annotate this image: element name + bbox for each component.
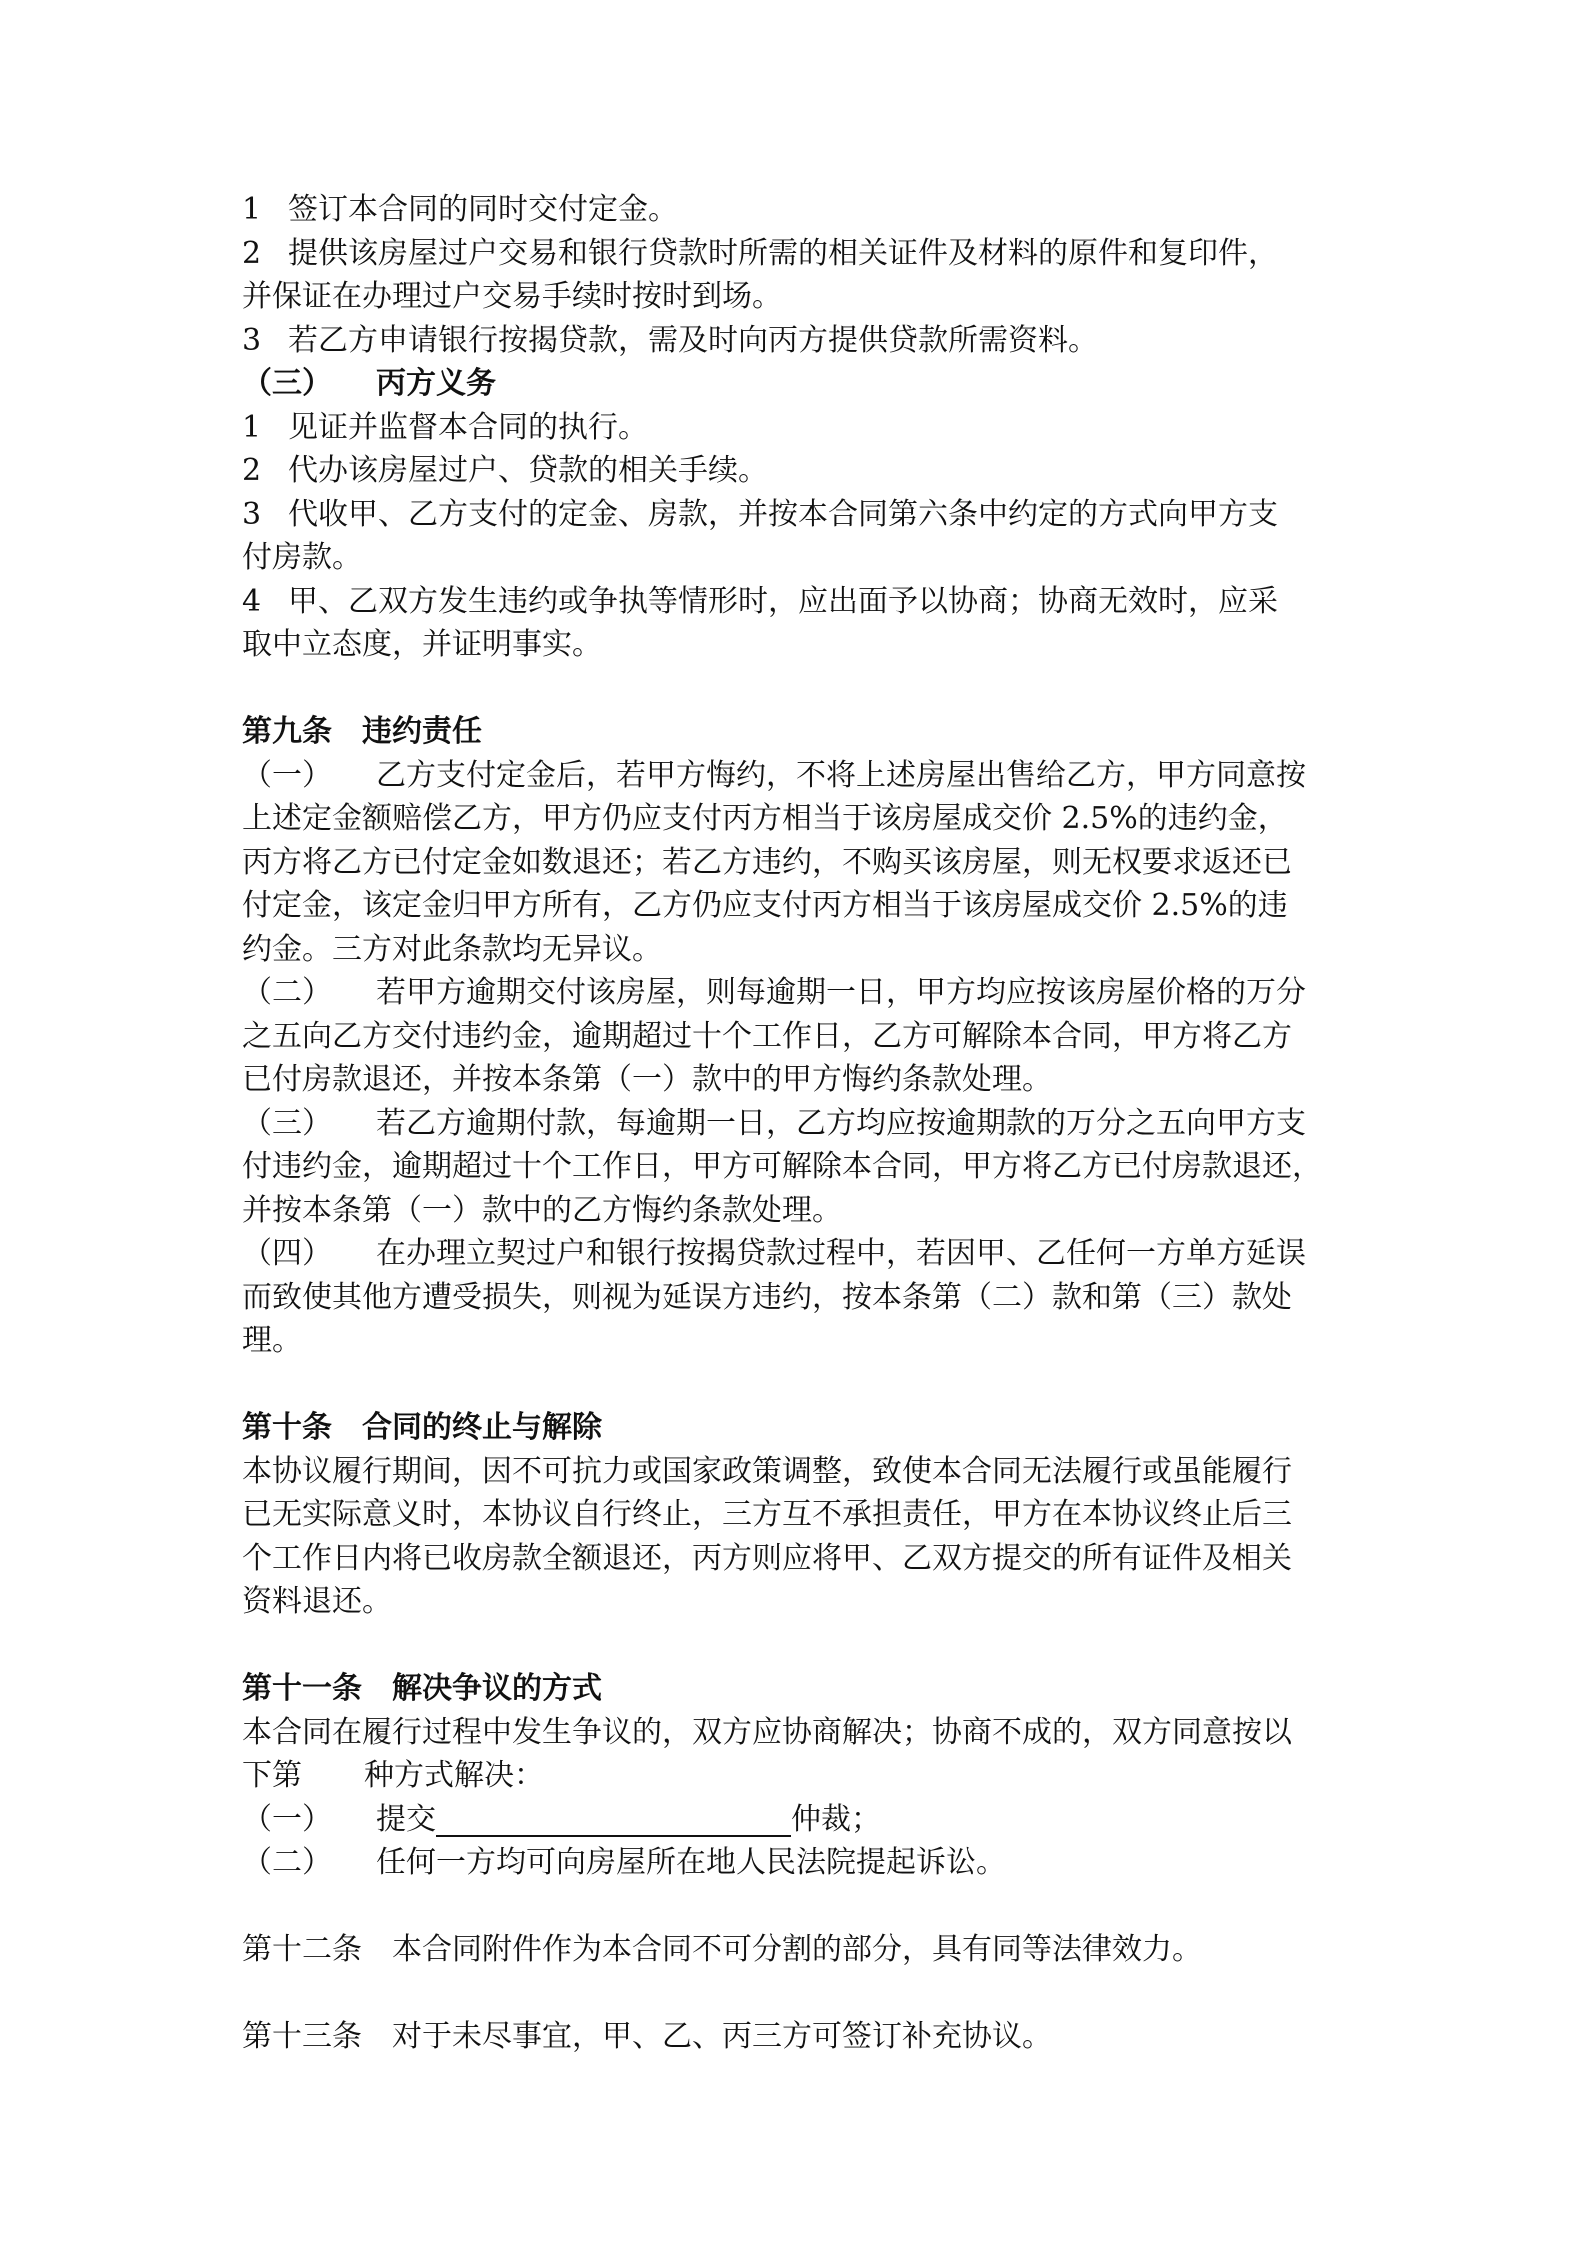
- list-item: 3 代收甲、乙方支付的定金、房款，并按本合同第六条中约定的方式向甲方支: [242, 496, 1278, 532]
- list-item: 2 代办该房屋过户、贷款的相关手续。: [242, 453, 768, 488]
- list-item: 2 提供该房屋过户交易和银行贷款时所需的相关证件及材料的原件和复印件，: [242, 235, 1278, 271]
- fill-in-underline: [436, 1834, 791, 1837]
- contract-page: [242, 188, 1352, 2059]
- article-12: 第十二条 本合同附件作为本合同不可分割的部分，具有同等法律效力。: [242, 1932, 1202, 1967]
- article-heading-10: 第十条 合同的终止与解除: [242, 1410, 602, 1445]
- clause-line: 付违约金，逾期超过十个工作日，甲方可解除本合同，甲方将乙方已付房款退还，: [242, 1149, 1322, 1184]
- paragraph-line: 个工作日内将已收房款全额退还，丙方则应将甲、乙双方提交的所有证件及相关: [242, 1540, 1292, 1576]
- list-item: 1 签订本合同的同时交付定金。: [242, 192, 678, 227]
- article-heading-11: 第十一条 解决争议的方式: [242, 1671, 602, 1706]
- clause-line: 已付房款退还，并按本条第（一）款中的甲方悔约条款处理。: [242, 1062, 1052, 1097]
- spacer: [242, 1624, 1352, 1668]
- paragraph-line: 下第 种方式解决：: [242, 1758, 544, 1793]
- list-item-continuation: 取中立态度，并证明事实。: [242, 627, 602, 662]
- list-item-continuation: 付房款。: [242, 540, 362, 575]
- article-heading-9: 第九条 违约责任: [242, 714, 482, 749]
- spacer: [242, 667, 1352, 711]
- option-line: （一） 提交 仲裁；: [242, 1801, 881, 1837]
- list-item: 4 甲、乙双方发生违约或争执等情形时，应出面予以协商；协商无效时，应采: [242, 583, 1278, 619]
- clause-line: （二） 若甲方逾期交付该房屋，则每逾期一日，甲方均应按该房屋价格的万分: [242, 975, 1306, 1010]
- paragraph-line: 资料退还。: [242, 1584, 392, 1619]
- clause-line: 约金。三方对此条款均无异议。: [242, 931, 662, 967]
- spacer: [242, 1885, 1352, 1929]
- clause-line: （四） 在办理立契过户和银行按揭贷款过程中，若因甲、乙任何一方单方延误: [242, 1236, 1306, 1271]
- spacer: [242, 1972, 1352, 2016]
- list-item: 3 若乙方申请银行按揭贷款，需及时向丙方提供贷款所需资料。: [242, 322, 1098, 358]
- option-line: （二） 任何一方均可向房屋所在地人民法院提起诉讼。: [242, 1845, 1006, 1880]
- paragraph-line: 本合同在履行过程中发生争议的，双方应协商解决；协商不成的，双方同意按以: [242, 1714, 1292, 1750]
- clause-line: 付定金，该定金归甲方所有，乙方仍应支付丙方相当于该房屋成交价 2.5%的违: [242, 888, 1288, 923]
- clause-line: 之五向乙方交付违约金，逾期超过十个工作日，乙方可解除本合同，甲方将乙方: [242, 1018, 1292, 1054]
- spacer: [242, 1363, 1352, 1407]
- clause-line: 丙方将乙方已付定金如数退还；若乙方违约，不购买该房屋，则无权要求返还已: [242, 844, 1292, 880]
- clause-line: 上述定金额赔偿乙方，甲方仍应支付丙方相当于该房屋成交价 2.5%的违约金，: [242, 801, 1288, 836]
- list-item: 1 见证并监督本合同的执行。: [242, 409, 648, 445]
- list-item-continuation: 并保证在办理过户交易手续时按时到场。: [242, 279, 782, 314]
- article-13: 第十三条 对于未尽事宜，甲、乙、丙三方可签订补充协议。: [242, 2019, 1052, 2054]
- clause-line: 并按本条第（一）款中的乙方悔约条款处理。: [242, 1192, 842, 1228]
- clause-line: 理。: [242, 1323, 302, 1358]
- clause-line: 而致使其他方遭受损失，则视为延误方违约，按本条第（二）款和第（三）款处: [242, 1279, 1292, 1315]
- paragraph-line: 本协议履行期间，因不可抗力或国家政策调整，致使本合同无法履行或虽能履行: [242, 1453, 1292, 1489]
- clause-line: （一） 乙方支付定金后，若甲方悔约，不将上述房屋出售给乙方，甲方同意按: [242, 757, 1306, 793]
- paragraph-line: 已无实际意义时，本协议自行终止，三方互不承担责任，甲方在本协议终止后三: [242, 1497, 1292, 1532]
- section-heading-obligations-c: （三） 丙方义务: [242, 366, 496, 401]
- clause-line: （三） 若乙方逾期付款，每逾期一日，乙方均应按逾期款的万分之五向甲方支: [242, 1105, 1306, 1141]
